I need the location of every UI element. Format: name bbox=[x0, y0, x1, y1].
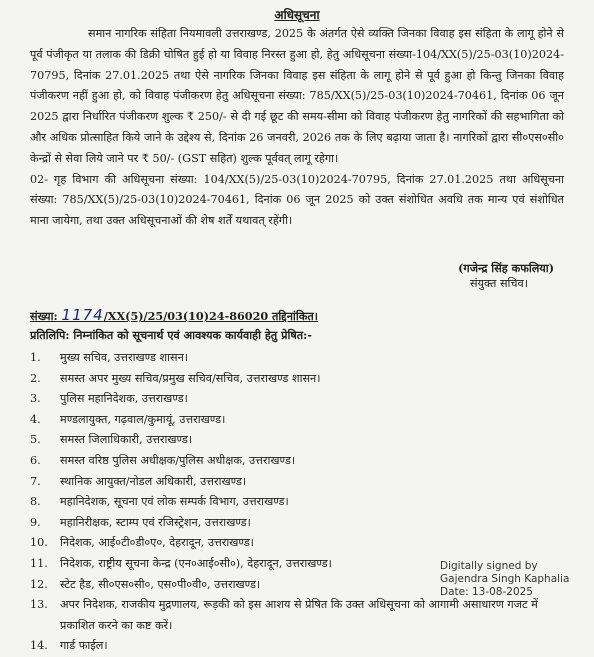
recipient-text: निदेशक, राष्ट्रीय सूचना केन्द्र (एन०आई०सी०), देहरादून, उत्तराखण्ड। bbox=[60, 556, 332, 570]
reference-label: संख्या: bbox=[30, 308, 58, 323]
recipient-text: निदेशक, आई०टी०डी०ए०, देहरादून, उत्तराखण्ड। bbox=[60, 536, 254, 550]
recipient-number: 5. bbox=[30, 433, 41, 447]
recipient-item bbox=[30, 389, 564, 410]
recipient-item bbox=[30, 636, 564, 657]
recipient-number: 2. bbox=[30, 371, 41, 385]
recipient-text: गार्ड फाईल। bbox=[60, 639, 108, 653]
recipient-number: 11. bbox=[30, 556, 48, 570]
notification-paragraph-2: 02- गृह विभाग की अधिसूचना संख्या: 104/XX(5)/25-03(10)2024-70795, दिनांक 27.01.2025 तथा अधिसूचना संख्या: 785/XX(5)/25-03(10)2024-70461, दिनांक 06 जून 2025 को उक्त संशोधित अवधि तक मान्य एवं संशोधित माना जायेगा, तथा उक्त अधिसूचनाओं की शेष शर्तें यथावत् रहेंगी। bbox=[30, 172, 564, 228]
recipient-item bbox=[30, 513, 564, 534]
recipient-number: 8. bbox=[30, 495, 41, 509]
signatory-name: (गजेन्द्र सिंह कफलिया) bbox=[458, 260, 554, 275]
recipient-number: 13. bbox=[30, 598, 48, 612]
recipient-text: समस्त वरिष्ठ पुलिस अधीक्षक/पुलिस अधीक्षक, उत्तराखण्ड। bbox=[60, 453, 296, 467]
recipient-item bbox=[30, 533, 564, 554]
recipient-list bbox=[30, 348, 564, 657]
recipient-item bbox=[30, 348, 564, 369]
recipient-item bbox=[30, 430, 564, 451]
recipient-text: मुख्य सचिव, उत्तराखण्ड शासन। bbox=[60, 350, 189, 364]
digital-signature-date: Date: 13-08-2025 bbox=[440, 586, 533, 598]
recipient-item bbox=[30, 451, 564, 472]
recipient-number: 10. bbox=[30, 536, 48, 550]
signatory-designation: संयुक्त सचिव। bbox=[469, 276, 528, 290]
recipient-number: 12. bbox=[30, 577, 48, 591]
recipient-text: स्थानिक आयुक्त/नोडल अधिकारी, उत्तराखण्ड। bbox=[60, 474, 247, 488]
recipient-number: 6. bbox=[30, 453, 41, 467]
recipient-text: महानिदेशक, सूचना एवं लोक सम्पर्क विभाग, उत्तराखण्ड। bbox=[60, 495, 289, 509]
document-title: अधिसूचना bbox=[274, 8, 320, 22]
recipient-item bbox=[30, 369, 564, 390]
signature-block bbox=[30, 260, 564, 292]
copy-to-heading: प्रतिलिपि: निम्नांकित को सूचनार्थ एवं आवश्यक कार्यवाही हेतु प्रेषित:- bbox=[30, 327, 312, 342]
handwritten-number: 1174 bbox=[61, 305, 104, 324]
recipient-number: 9. bbox=[30, 515, 41, 529]
recipient-item bbox=[30, 492, 564, 513]
recipient-text: स्टेट हैड, सी०एस०सी०, एस०पी०वी०, उत्तराखण्ड। bbox=[60, 577, 261, 591]
recipient-text: पुलिस महानिदेशक, उत्तराखण्ड। bbox=[60, 392, 188, 406]
recipient-text: मण्डलायुक्त, गढ़वाल/कुमायूं, उत्तराखण्ड। bbox=[60, 412, 226, 426]
recipient-item bbox=[30, 410, 564, 431]
digital-signature-line: Digitally signed by bbox=[440, 560, 538, 572]
recipient-number: 1. bbox=[30, 350, 41, 364]
recipient-text: अपर निदेशक, राजकीय मुद्रणालय, रूड़की को इस आशय से प्रेषित कि उक्त अधिसूचना को आगामी असाधारण गजट में प्रकाशित करने का कष्ट करें। bbox=[60, 598, 538, 632]
recipient-text: समस्त जिलाधिकारी, उत्तराखण्ड। bbox=[60, 433, 193, 447]
recipient-item bbox=[30, 595, 564, 636]
digital-signature bbox=[440, 560, 569, 599]
reference-suffix: /XX(5)/25/03(10)24-86020 तद्दिनांकित। bbox=[103, 308, 318, 323]
recipient-number: 7. bbox=[30, 474, 41, 488]
recipient-number: 14. bbox=[30, 639, 48, 653]
notification-paragraph-1: समान नागरिक संहिता नियमावली उत्तराखण्ड, 2025 के अंतर्गत ऐसे व्यक्ति जिनका विवाह इस संहिता के लागू होने से पूर्व पंजीकृत या तलाक की डिक्री घोषित हुई हो या विवाह निरस्त हुआ हो, हेतु अधिसूचना संख्या-104/XX(5)/25-03(10)2024-70795, दिनांक 27.01.2025 तथा ऐसे नागरिक जिनका विवाह इस संहिता के लागू होने से पूर्व हुआ हो किन्तु जिनका विवाह पंजीकरण नहीं हुआ हो, को विवाह पंजीकरण हेतु अधिसूचना संख्या: 785/XX(5)/25-03(10)2024-70461, दिनांक 06 जून 2025 द्वारा निर्धारित पंजीकरण शुल्क ₹ 250/- से दी गई छूट की समय-सीमा को विवाह पंजीकरण हेतु नागरिकों की सहभागिता को और अधिक प्रोत्साहित किये जाने के उद्देश्य से, दिनांक 26 जनवरी, 2026 तक के लिए बढ़ाया जाता है। नागरिकों द्वारा सी०एस०सी० केन्द्रों से सेवा लिये जाने पर ₹ 50/- (GST सहित) शुल्क पूर्ववत् लागू रहेगा। bbox=[30, 27, 564, 165]
reference-number bbox=[30, 306, 564, 325]
recipient-number: 4. bbox=[30, 412, 41, 426]
digital-signature-line: Gajendra Singh Kaphalia bbox=[440, 573, 570, 585]
recipient-text: महानिरीक्षक, स्टाम्प एवं रजिस्ट्रेशन, उत्तराखण्ड। bbox=[60, 515, 251, 529]
recipient-item bbox=[30, 472, 564, 493]
recipient-text: समस्त अपर मुख्य सचिव/प्रमुख सचिव/सचिव, उत्तराखण्ड शासन। bbox=[60, 371, 321, 385]
recipient-number: 3. bbox=[30, 392, 41, 406]
